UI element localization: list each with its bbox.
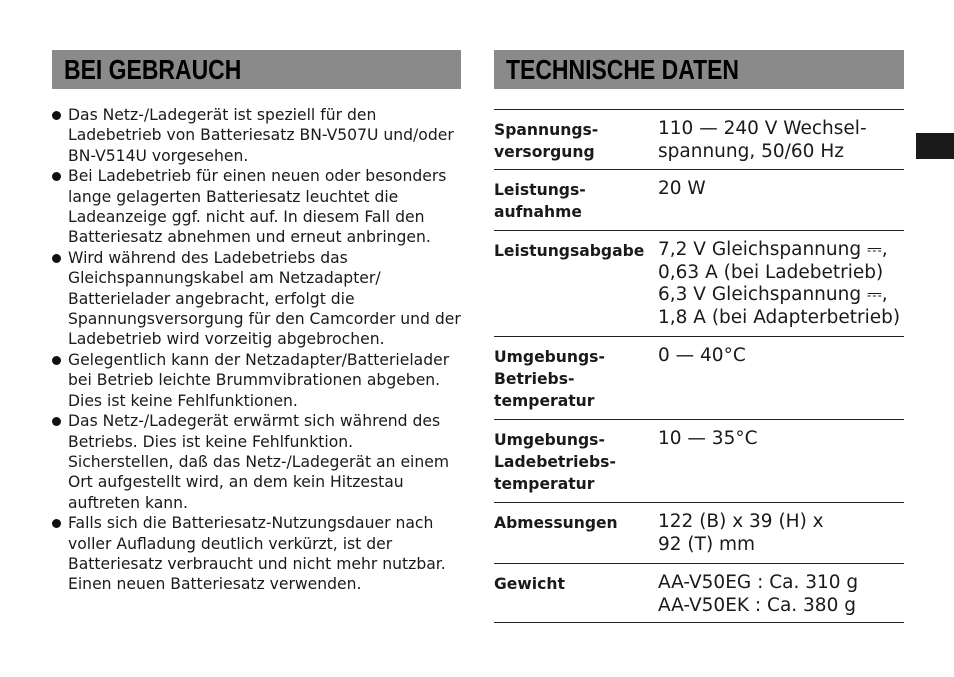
spec-label-line: Abmessungen bbox=[494, 514, 618, 532]
spec-label bbox=[494, 178, 658, 230]
usage-note-line: Bei Ladebetrieb für einen neuen oder besonders bbox=[68, 167, 447, 186]
usage-note-line: Sicherstellen, daß das Netz-/Ladegerät an einem bbox=[68, 452, 450, 471]
specifications-table bbox=[494, 109, 904, 623]
spec-label-line: Umgebungs- bbox=[494, 348, 605, 366]
spec-label-line: versorgung bbox=[494, 143, 595, 161]
language-tab-marker bbox=[916, 133, 954, 159]
usage-note-item bbox=[52, 513, 467, 595]
usage-note-line: Dies ist keine Fehlfunktionen. bbox=[68, 391, 298, 410]
spec-value-line: AA-V50EG : Ca. 310 g bbox=[658, 572, 859, 593]
spec-label-line: Gewicht bbox=[494, 575, 565, 593]
bullet-icon bbox=[52, 254, 61, 263]
spec-value-line: 1,8 A (bei Adapterbetrieb) bbox=[658, 306, 901, 328]
usage-note-line: Batteriesatz verbraucht und nicht mehr nutzbar. bbox=[68, 554, 446, 573]
spec-row bbox=[494, 502, 904, 563]
spec-value-line: 0,63 A (bei Ladebetrieb) bbox=[658, 261, 884, 283]
usage-note-line: voller Aufladung deutlich verkürzt, ist der bbox=[68, 534, 393, 553]
spec-value-line: spannung, 50/60 Hz bbox=[658, 140, 844, 162]
section-heading-technische-daten: TECHNISCHE DATEN bbox=[494, 50, 904, 89]
spec-row bbox=[494, 336, 904, 419]
usage-note-line: Ladebetrieb von Batteriesatz BN-V507U und/oder bbox=[68, 126, 454, 145]
bullet-icon bbox=[52, 172, 61, 181]
spec-value-line: 7,2 V Gleichspannung ⎓, bbox=[658, 239, 888, 260]
spec-label-line: temperatur bbox=[494, 475, 595, 493]
spec-label bbox=[494, 511, 658, 563]
spec-value bbox=[658, 239, 904, 336]
usage-note-item bbox=[52, 350, 467, 411]
bullet-icon bbox=[52, 519, 61, 528]
usage-note-line: Falls sich die Batteriesatz-Nutzungsdauer nach bbox=[68, 514, 434, 533]
usage-note-line: Batteriesatz abnehmen und erneut anbringen. bbox=[68, 228, 431, 247]
spec-value bbox=[658, 178, 904, 230]
spec-label-line: Leistungs- bbox=[494, 181, 586, 199]
spec-label-line: Leistungsabgabe bbox=[494, 242, 645, 260]
spec-label bbox=[494, 428, 658, 502]
spec-value-line: 0 — 40°C bbox=[658, 345, 746, 366]
usage-note-line: Betriebs. Dies ist keine Fehlfunktion. bbox=[68, 432, 354, 451]
usage-note-item bbox=[52, 411, 467, 513]
usage-note-line: Ladeanzeige ggf. nicht auf. In diesem Fall den bbox=[68, 208, 425, 227]
spec-row bbox=[494, 169, 904, 230]
spec-value-line: 6,3 V Gleichspannung ⎓, bbox=[658, 284, 888, 306]
spec-value-line: AA-V50EK : Ca. 380 g bbox=[658, 594, 856, 616]
usage-note-line: Gelegentlich kann der Netzadapter/Batterielader bbox=[68, 350, 450, 369]
spec-label bbox=[494, 118, 658, 169]
spec-value bbox=[658, 572, 904, 622]
usage-note-line: BN-V514U vorgesehen. bbox=[68, 146, 249, 165]
usage-note-line: Wird während des Ladebetriebs das bbox=[68, 248, 348, 267]
usage-notes-list bbox=[52, 105, 467, 595]
usage-note-line: Das Netz-/Ladegerät ist speziell für den bbox=[68, 106, 377, 124]
spec-label bbox=[494, 345, 658, 419]
usage-note-line: Das Netz-/Ladegerät erwärmt sich während des bbox=[68, 412, 441, 431]
spec-label-line: temperatur bbox=[494, 392, 595, 410]
spec-value-line: 20 W bbox=[658, 178, 706, 199]
spec-label bbox=[494, 572, 658, 622]
spec-label-line: Spannungs- bbox=[494, 121, 599, 139]
spec-row bbox=[494, 109, 904, 169]
spec-value bbox=[658, 511, 904, 563]
spec-label-line: Umgebungs- bbox=[494, 431, 605, 449]
usage-note-item bbox=[52, 248, 467, 350]
spec-value-line: 10 — 35°C bbox=[658, 428, 758, 449]
usage-note-item bbox=[52, 166, 467, 248]
bullet-icon bbox=[52, 111, 61, 120]
spec-value bbox=[658, 345, 904, 419]
usage-note-line: Gleichspannungskabel am Netzadapter/ bbox=[68, 269, 381, 288]
usage-note-line: Ladebetrieb wird vorzeitig abgebrochen. bbox=[68, 330, 385, 349]
spec-value-line: 92 (T) mm bbox=[658, 533, 756, 555]
spec-row bbox=[494, 419, 904, 502]
bullet-icon bbox=[52, 417, 61, 426]
spec-value bbox=[658, 118, 904, 169]
usage-note-line: Batterielader angebracht, erfolgt die bbox=[68, 289, 355, 308]
spec-row bbox=[494, 563, 904, 623]
spec-value bbox=[658, 428, 904, 502]
usage-note-line: Einen neuen Batteriesatz verwenden. bbox=[68, 575, 362, 594]
bullet-icon bbox=[52, 356, 61, 365]
usage-note-line: lange gelagerten Batteriesatz leuchtet die bbox=[68, 187, 399, 206]
spec-row bbox=[494, 230, 904, 336]
spec-label-line: Ladebetriebs- bbox=[494, 453, 616, 471]
usage-note-line: Spannungsversorgung für den Camcorder und der bbox=[68, 310, 461, 329]
spec-value-line: 122 (B) x 39 (H) x bbox=[658, 511, 824, 532]
spec-label-line: Betriebs- bbox=[494, 370, 575, 388]
usage-note-item bbox=[52, 105, 467, 166]
usage-note-line: Ort aufgestellt wird, an dem kein Hitzestau bbox=[68, 473, 404, 492]
usage-note-line: bei Betrieb leichte Brummvibrationen abgeben. bbox=[68, 371, 441, 390]
section-heading-bei-gebrauch: BEI GEBRAUCH bbox=[52, 50, 461, 89]
spec-value-line: 110 — 240 V Wechsel- bbox=[658, 118, 867, 139]
spec-label-line: aufnahme bbox=[494, 203, 582, 221]
usage-note-line: auftreten kann. bbox=[68, 493, 189, 512]
spec-label bbox=[494, 239, 658, 336]
